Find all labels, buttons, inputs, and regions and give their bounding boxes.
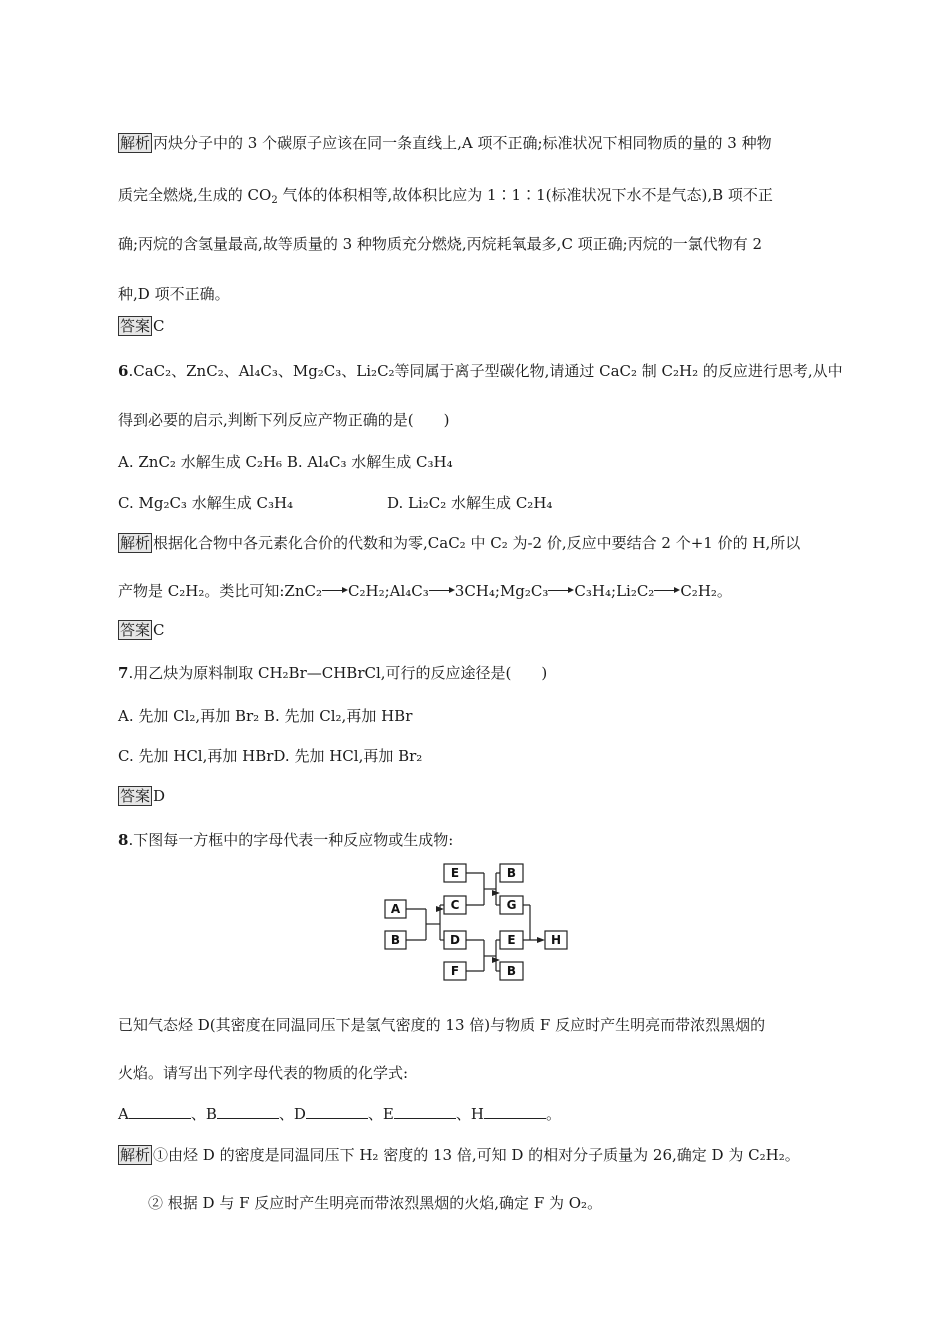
box-d: D [450, 933, 460, 947]
q6-analysis-line-2: 产物是 C₂H₂。类比可知:ZnC₂ C₂H₂;Al₄C₃ 3CH₄;Mg₂C₃ C₃H₄;Li₂C₂ C₂H₂。 [118, 582, 732, 600]
reaction-flow-diagram [380, 858, 580, 986]
q7-stem: 7.用乙炔为原料制取 CH₂Br—CHBrCl,可行的反应途径是( ) [118, 664, 548, 682]
box-b-bottom: B [506, 964, 517, 978]
reaction-arrow-icon [429, 586, 455, 596]
question-number: 7 [118, 664, 129, 682]
blank-h[interactable] [484, 1104, 546, 1119]
q7-answer: 答案 D [120, 787, 166, 805]
q5-analysis-line-4: 种,D 项不正确。 [118, 285, 230, 303]
reaction-arrow-icon [548, 586, 574, 596]
q6-option-c: C. Mg₂C₃ 水解生成 C₃H₄ [118, 494, 294, 512]
answer-tag: 答案 [120, 317, 151, 335]
blank-b[interactable] [217, 1104, 279, 1119]
q5-answer: 答案 C [120, 317, 165, 335]
box-f: F [450, 964, 460, 978]
q6-option-d: D. Li₂C₂ 水解生成 C₂H₄ [387, 494, 553, 512]
q6-stem-line-1: 6.CaC₂、ZnC₂、Al₄C₃、Mg₂C₃、Li₂C₂等同属于离子型碳化物,请通过 CaC₂ 制 C₂H₂ 的反应进行思考,从中 [118, 362, 843, 380]
box-c: C [450, 898, 460, 912]
box-e-top: E [450, 866, 460, 880]
analysis-tag: 解析 [120, 1146, 151, 1164]
box-h: H [550, 933, 562, 947]
box-g: G [506, 898, 517, 912]
q8-analysis-line-1: 解析 ①由烃 D 的密度是同温同压下 H₂ 密度的 13 倍,可知 D 的相对分子质量为 26,确定 D 为 C₂H₂。 [120, 1146, 800, 1164]
q8-analysis-line-2: ② 根据 D 与 F 反应时产生明亮而带浓烈黑烟的火焰,确定 F 为 O₂。 [148, 1194, 603, 1212]
q8-given-line-2: 火焰。请写出下列字母代表的物质的化学式: [118, 1064, 409, 1082]
answer-tag: 答案 [120, 621, 151, 639]
blank-e[interactable] [394, 1104, 456, 1119]
reaction-arrow-icon [654, 586, 680, 596]
blank-a[interactable] [129, 1104, 191, 1119]
box-b: B [390, 933, 401, 947]
analysis-tag: 解析 [120, 134, 151, 152]
q8-blanks: A 、B 、D 、E 、H 。 [118, 1105, 561, 1123]
analysis-tag: 解析 [120, 534, 151, 552]
q8-given-line-1: 已知气态烃 D(其密度在同温同压下是氢气密度的 13 倍)与物质 F 反应时产生明亮而带浓烈黑烟的 [118, 1016, 766, 1034]
q6-option-ab: A. ZnC₂ 水解生成 C₂H₆ B. Al₄C₃ 水解生成 C₃H₄ [118, 453, 453, 471]
q5-analysis-line-3: 确;丙烷的含氢量最高,故等质量的 3 种物质充分燃烧,丙烷耗氧最多,C 项正确;丙烷的一氯代物有 2 [118, 235, 763, 253]
q5-analysis-line-2: 质完全燃烧,生成的 $CO_2$ 气体的体积相等,故体积比应为 1∶1∶1(标准状况下水不是气态),B 项不正 [118, 186, 773, 206]
reaction-arrow-icon [322, 586, 348, 596]
q7-option-ab: A. 先加 Cl₂,再加 Br₂ B. 先加 Cl₂,再加 HBr [118, 707, 413, 725]
q7-option-cd: C. 先加 HCl,再加 HBrD. 先加 HCl,再加 Br₂ [118, 747, 423, 765]
question-number: 6 [118, 362, 129, 380]
blank-d[interactable] [306, 1104, 368, 1119]
box-e-bottom: E [507, 933, 516, 947]
box-b-top: B [506, 866, 517, 880]
q5-analysis-line-1: 解析 丙炔分子中的 3 个碳原子应该在同一条直线上,A 项不正确;标准状况下相同物质的量的 3 种物 [120, 134, 772, 152]
question-number: 8 [118, 831, 129, 849]
q6-stem-line-2: 得到必要的启示,判断下列反应产物正确的是( ) [118, 411, 450, 429]
q8-stem: 8.下图每一方框中的字母代表一种反应物或生成物: [118, 831, 454, 849]
box-a: A [390, 902, 401, 916]
answer-tag: 答案 [120, 787, 151, 805]
q6-answer: 答案 C [120, 621, 165, 639]
q6-analysis-line-1: 解析 根据化合物中各元素化合价的代数和为零,CaC₂ 中 C₂ 为-2 价,反应中要结合 2 个+1 价的 H,所以 [120, 534, 801, 552]
